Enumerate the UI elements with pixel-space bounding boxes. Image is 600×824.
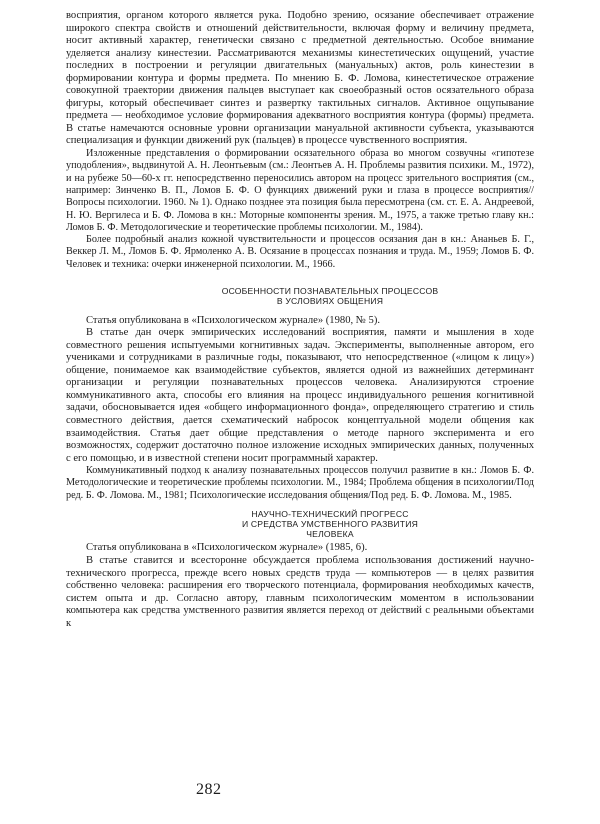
page-content <box>66 10 534 630</box>
section-1-published: Статья опубликована в «Психологическом журнале» (1980, № 5). <box>86 314 381 326</box>
section-2-heading-line-3: ЧЕЛОВЕКА <box>306 528 354 539</box>
section-1-heading-line-2: В УСЛОВИЯХ ОБЩЕНИЯ <box>276 295 384 306</box>
note-paragraph-2: Более подробный анализ кожной чувствительности и процессов осязания дан в кн.: Ананьев Б. Г., Веккер Л. М., Ломов Б. Ф. Ярмоленко А. В. Осязание в процессах познания и труда. М., 1959; Ломов Б. Ф. Человек и техника: очерки инженерной психологии. М., 1966. <box>66 234 534 270</box>
section-1-heading <box>66 287 534 307</box>
page-number: 282 <box>196 781 222 798</box>
section-2-heading-line-1: НАУЧНО-ТЕХНИЧЕСКИЙ ПРОГРЕСС <box>251 509 409 520</box>
section-2-heading-line-2: И СРЕДСТВА УМСТВЕННОГО РАЗВИТИЯ <box>241 518 419 529</box>
section-1-heading-line-1: ОСОБЕННОСТИ ПОЗНАВАТЕЛЬНЫХ ПРОЦЕССОВ <box>221 285 439 296</box>
note-paragraph-1: Изложенные представления о формировании осязательного образа во многом созвучны «гипотезе уподобления», выдвинутой А. Н. Леонтьевым (см.: Леонтьев А. Н. Проблемы развития психики. М., 1972), и на рубеже 50—60-х гг. непосредственно переносились автором на процесс зрительного восприятия (см., например: Зинченко В. П., Ломов Б. Ф. О функциях движений руки и глаза в процессе восприятия//Вопросы психологии. 1960. № 1). Однако позднее эта позиция была пересмотрена (см. ст. Е. А. Андреевой, Н. Ю. Вергилеса и Б. Ф. Ломова в кн.: Моторные компоненты зрения. М., 1975, а также третью главу кн.: Ломов Б. Ф. Методологические и теоретические проблемы психологии. М., 1984). <box>66 148 534 233</box>
section-2-heading <box>66 510 534 539</box>
section-1-body: В статье дан очерк эмпирических исследований восприятия, памяти и мышления в ходе совместного решения испытуемыми когнитивных задач. Эксперименты, выполненные автором, его учениками и сотрудниками в различные годы, показывают, что непосредственное («лицом к лицу») общение, понимаемое как взаимодействие субъектов, является одной из важнейших детерминант организации и регуляции познавательных процессов человека. Анализируются строение коммуникативного акта, способы его влияния на процесс индивидуального решения когнитивной задачи, обосновывается идея «общего информационного фонда», определяющего стратегию и стиль совместного действия, дается схематический набросок концептуальной модели общения как взаимодействия. Статья дает общие представления о методе парного эксперимента и его возможностях, содержит достаточно полное изложение исходных эмпирических данных, полученных с его помощью, и в известной степени носит программный характер. <box>66 327 534 464</box>
intro-paragraph: восприятия, органом которого является рука. Подобно зрению, осязание обеспечивает отражение широкого спектра свойств и отношений действительности, включая форму и величину предмета, носит активный характер, генетически связано с предметной деятельностью. Особое внимание уделяется анализу кинестезии. Рассматриваются механизмы кинестетических ощущений, участие последних в построении и регуляции двигательных (мануальных) актов, роль кинестезии в формировании контура и формы предмета. По мнению Б. Ф. Ломова, кинестетическое отражение совокупной траектории движения пальцев выступает как своеобразный остов осязательного образа фигуры, который обеспечивает синтез и развертку тактильных сигналов. Активное ощупывание предмета — необходимое условие формирования адекватного восприятия контура (формы) предмета. В статье намечаются основные уровни организации мануальной активности субъекта, указываются специализация и функции движений рук (пальцев) в процессе чувственного восприятия. <box>66 10 534 147</box>
section-1-note: Коммуникативный подход к анализу познавательных процессов получил развитие в кн.: Ломов Б. Ф. Методологические и теоретические проблемы психологии. М., 1984; Проблема общения в психологии/Под ред. Б. Ф. Ломова. М., 1981; Психологические исследования общения/Под ред. Б. Ф. Ломова. М., 1985. <box>66 465 534 501</box>
section-2-body: В статье ставится и всесторонне обсуждается проблема использования достижений научно-технического прогресса, прежде всего новых средств труда — компьютеров — в целях развития собственно человека: расширения его творческого потенциала, формирования необходимых качеств, систем опыта и др. Согласно автору, главным психологическим моментом в использовании компьютера как средства умственного развития является переход от действий с реальными объектами к <box>66 554 534 629</box>
section-2-published: Статья опубликована в «Психологическом журнале» (1985, 6). <box>86 542 368 554</box>
